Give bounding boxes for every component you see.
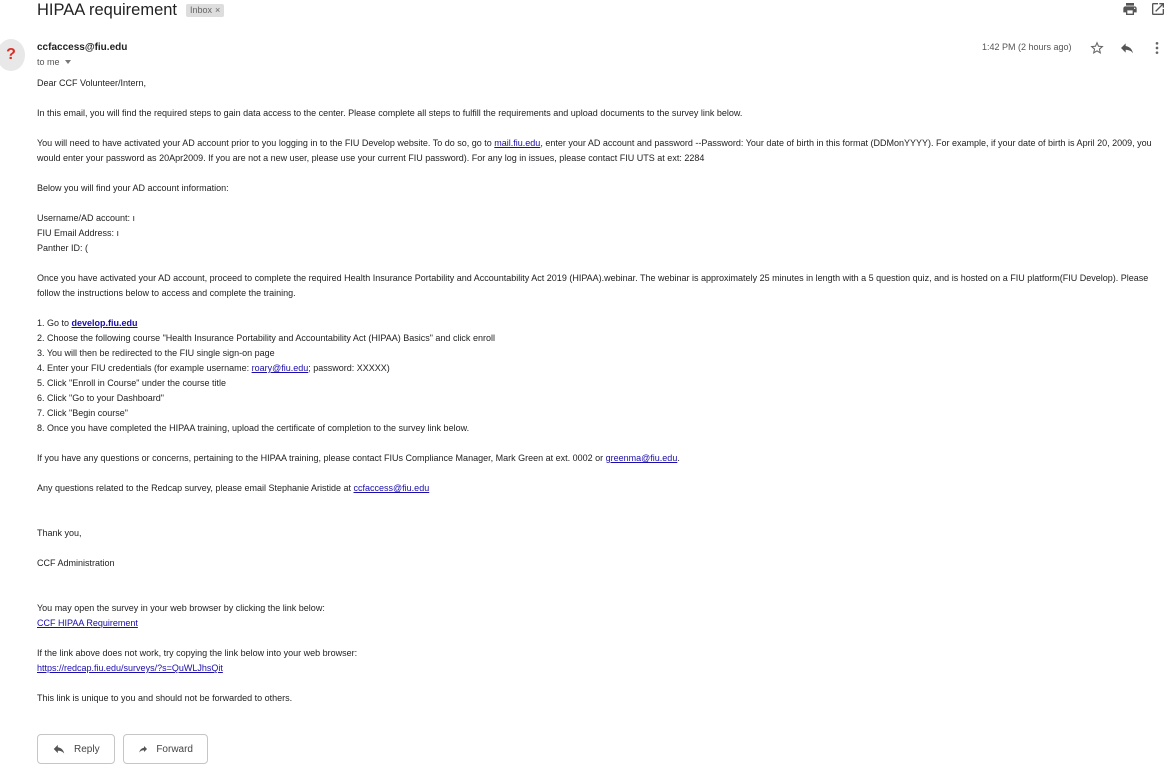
redcap-survey-url-link[interactable]: https://redcap.fiu.edu/surveys/?s=QuWLJhsQit <box>37 663 223 673</box>
recipient-toggle[interactable] <box>37 57 71 67</box>
questions-period: . <box>677 453 680 463</box>
copy-intro-text: If the link above does not work, try copying the link below into your web browser: <box>37 648 358 658</box>
step-4 <box>37 361 390 376</box>
more-vert-icon[interactable] <box>1149 40 1165 56</box>
step-7: 7. Click "Begin course" <box>37 408 128 418</box>
label-text: Inbox <box>190 4 213 15</box>
star-icon[interactable] <box>1089 40 1105 56</box>
ccf-hipaa-survey-link[interactable]: CCF HIPAA Requirement <box>37 618 138 628</box>
unique-link-notice: This link is unique to you and should not be forwarded to others. <box>37 693 293 703</box>
ad-paragraph <box>37 136 1162 166</box>
survey-intro-text: You may open the survey in your web browser by clicking the link below: <box>37 603 325 613</box>
webinar-paragraph: Once you have activated your AD account, proceed to complete the required Health Insurance Portability and Accountability Act 2019 (HIPAA).webinar. The webinar is approximately 25 minutes in length with a 5 question quiz, and is hosted on a FIU platform(FIU Develop). Please follow the instructions below to access and complete the training. <box>37 273 1149 298</box>
reply-icon <box>52 742 66 756</box>
forward-button-label: Forward <box>156 743 193 755</box>
step-5: 5. Click "Enroll in Course" under the course title <box>37 378 226 388</box>
print-icon[interactable] <box>1122 1 1138 17</box>
redcap-url-line <box>37 661 223 676</box>
email-timestamp: 1:42 PM (2 hours ago) <box>982 42 1072 52</box>
inbox-label-chip[interactable] <box>186 4 224 17</box>
fiu-email-line: FIU Email Address: ı <box>37 228 120 238</box>
step-6: 6. Click "Go to your Dashboard" <box>37 393 164 403</box>
redcap-text: Any questions related to the Redcap survey, please email Stephanie Aristide at <box>37 483 354 493</box>
email-subject: HIPAA requirement <box>37 0 178 19</box>
survey-link-line <box>37 616 138 631</box>
step-4-text-2: ; password: XXXXX) <box>308 363 390 373</box>
step-1 <box>37 316 138 331</box>
label-remove-icon[interactable]: × <box>215 4 221 15</box>
ad-text-2: , enter your AD account and password --Password: Your date of birth in this format (DDMonYYYY). For example, if your date of birth is April 20, 2009, you would enter your password as 20Apr2009. If you are not a new user, please use your current FIU password). For any log in issues, please contact FIU UTS at ext: 2284 <box>37 138 1152 163</box>
open-new-window-icon[interactable] <box>1150 1 1166 17</box>
reply-icon[interactable] <box>1119 40 1135 56</box>
ccfaccess-email-link[interactable]: ccfaccess@fiu.edu <box>353 483 430 493</box>
step-2: 2. Choose the following course "Health Insurance Portability and Accountability Act (HIPAA) Basics" and click enroll <box>37 333 495 343</box>
forward-icon <box>138 742 148 756</box>
step-3: 3. You will then be redirected to the FIU single sign-on page <box>37 348 275 358</box>
subject-row <box>37 0 224 20</box>
sender-email[interactable]: ccfaccess@fiu.edu <box>37 42 128 53</box>
panther-id-line: Panther ID: ( <box>37 243 89 253</box>
ad-text-1: You will need to have activated your AD account prior to you logging in to the FIU Develop website. To do so, go to <box>37 138 495 148</box>
sender-avatar <box>0 39 25 71</box>
greenma-email-link[interactable]: greenma@fiu.edu <box>605 453 678 463</box>
develop-fiu-link[interactable]: develop.fiu.edu <box>71 318 138 328</box>
recipient-text: to me <box>37 57 60 67</box>
chevron-down-icon[interactable] <box>65 60 71 64</box>
step-1-text: 1. Go to <box>37 318 72 328</box>
forward-button[interactable] <box>123 734 208 764</box>
username-line: Username/AD account: ı <box>37 213 136 223</box>
signature-text: CCF Administration <box>37 558 115 568</box>
intro-paragraph: In this email, you will find the required steps to gain data access to the center. Please complete all steps to fulfill the requirements and upload documents to the survey link below. <box>37 108 743 118</box>
unknown-avatar-icon: ? <box>6 46 16 63</box>
reply-button-label: Reply <box>74 743 100 755</box>
questions-paragraph <box>37 451 680 466</box>
roary-email-link[interactable]: roary@fiu.edu <box>251 363 309 373</box>
step-4-text-1: 4. Enter your FIU credentials (for example username: <box>37 363 252 373</box>
below-info-text: Below you will find your AD account information: <box>37 183 229 193</box>
thanks-text: Thank you, <box>37 528 82 538</box>
mail-fiu-link[interactable]: mail.fiu.edu <box>494 138 541 148</box>
redcap-paragraph <box>37 481 429 496</box>
questions-text: If you have any questions or concerns, pertaining to the HIPAA training, please contact FIUs Compliance Manager, Mark Green at ext. 0002 or <box>37 453 606 463</box>
greeting: Dear CCF Volunteer/Intern, <box>37 78 147 88</box>
reply-button[interactable] <box>37 734 115 764</box>
step-8: 8. Once you have completed the HIPAA training, upload the certificate of completion to the survey link below. <box>37 423 470 433</box>
